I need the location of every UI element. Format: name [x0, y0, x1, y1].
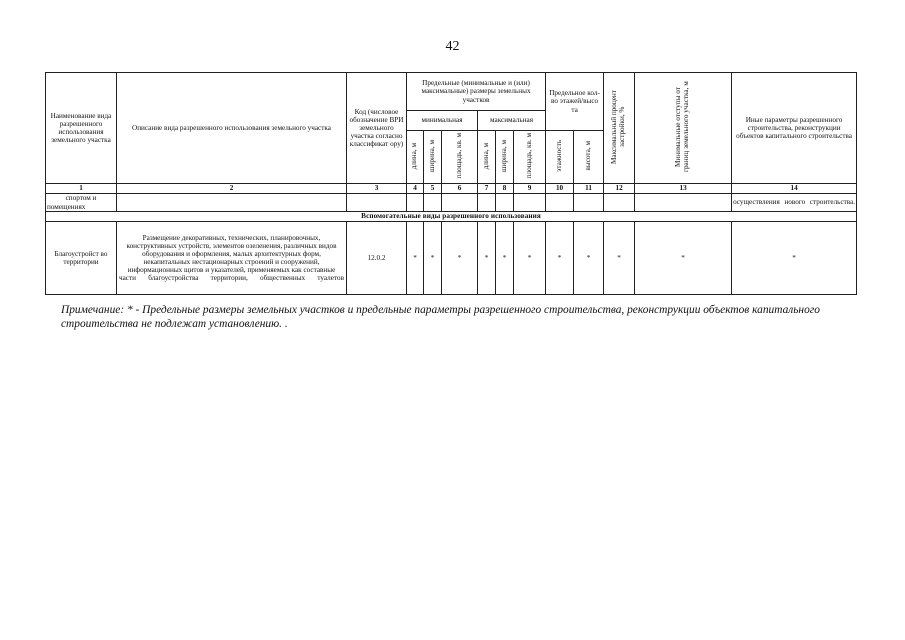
header-height: высота, м: [574, 131, 604, 184]
col-number: 2: [117, 184, 347, 194]
row-description: Размещение декоративных, технических, планировочных, конструктивных устройств, элементов озеленения, различных видов оборудования и оформления, малых архитектурных форм, некапитальных нестационарных строений и сооружений, информационных щитов и указателей, применяемых как составные части благоустройства территории, общественных туалетов: [117, 222, 347, 295]
header-min-area: площадь, кв. м: [442, 131, 478, 184]
row-value: *: [407, 222, 424, 295]
col-number: 3: [347, 184, 407, 194]
row-name: Благоустройст во территории: [46, 222, 117, 295]
col-number: 11: [574, 184, 604, 194]
header-other: Иные параметры разрешенного строительства, реконструкции объектов капитального строительства: [732, 73, 857, 184]
header-min: минимальная: [407, 111, 478, 131]
header-max-length: длина, м: [478, 131, 496, 184]
col-number: 12: [604, 184, 635, 194]
header-max: максимальная: [478, 111, 546, 131]
row-value: *: [732, 222, 857, 295]
col-number: 14: [732, 184, 857, 194]
header-description: Описание вида разрешенного использования земельного участка: [117, 73, 347, 184]
col-number: 13: [635, 184, 732, 194]
carry-row-other: осуществления нового строительства.: [732, 194, 857, 212]
header-sizes-group: Предельные (минимальные и (или) максимальные) размеры земельных участков: [407, 73, 546, 111]
row-value: *: [546, 222, 574, 295]
row-value: *: [442, 222, 478, 295]
header-floors: этажность: [546, 131, 574, 184]
footnote: Примечание: * - Предельные размеры земельных участков и предельные параметры разрешенного строительства, реконструкции объектов капитального строительства не подлежат установлению. .: [61, 304, 820, 331]
section-title: Вспомогательные виды разрешенного использования: [46, 212, 857, 222]
header-name: Наименование вида разрешенного использования земельного участка: [46, 73, 117, 184]
row-value: *: [604, 222, 635, 295]
row-value: *: [478, 222, 496, 295]
header-floors-group: Предельное кол-во этажей/высо та: [546, 73, 604, 131]
row-value: *: [514, 222, 546, 295]
carry-row-name: спортом и помещениях: [46, 194, 117, 212]
col-number: 5: [424, 184, 442, 194]
col-number: 1: [46, 184, 117, 194]
header-code: Код (числовое обозначение ВРИ земельного участка согласно классификат ору): [347, 73, 407, 184]
header-min-width: ширина, м: [424, 131, 442, 184]
col-number: 4: [407, 184, 424, 194]
header-max-width: ширина, м: [496, 131, 514, 184]
row-code: 12.0.2: [347, 222, 407, 295]
header-max-area: площадь, кв. м: [514, 131, 546, 184]
parameters-table: [45, 72, 857, 295]
page-number: 42: [445, 39, 460, 54]
header-max-percent: Максимальный процент застройки, %: [604, 73, 635, 184]
row-value: *: [424, 222, 442, 295]
col-number: 10: [546, 184, 574, 194]
col-number: 7: [478, 184, 496, 194]
header-setbacks: Минимальные отступы от границ земельного участка, м: [635, 73, 732, 184]
row-value: *: [574, 222, 604, 295]
row-value: *: [496, 222, 514, 295]
col-number: 8: [496, 184, 514, 194]
header-min-length: длина, м: [407, 131, 424, 184]
col-number: 9: [514, 184, 546, 194]
col-number: 6: [442, 184, 478, 194]
row-value: *: [635, 222, 732, 295]
